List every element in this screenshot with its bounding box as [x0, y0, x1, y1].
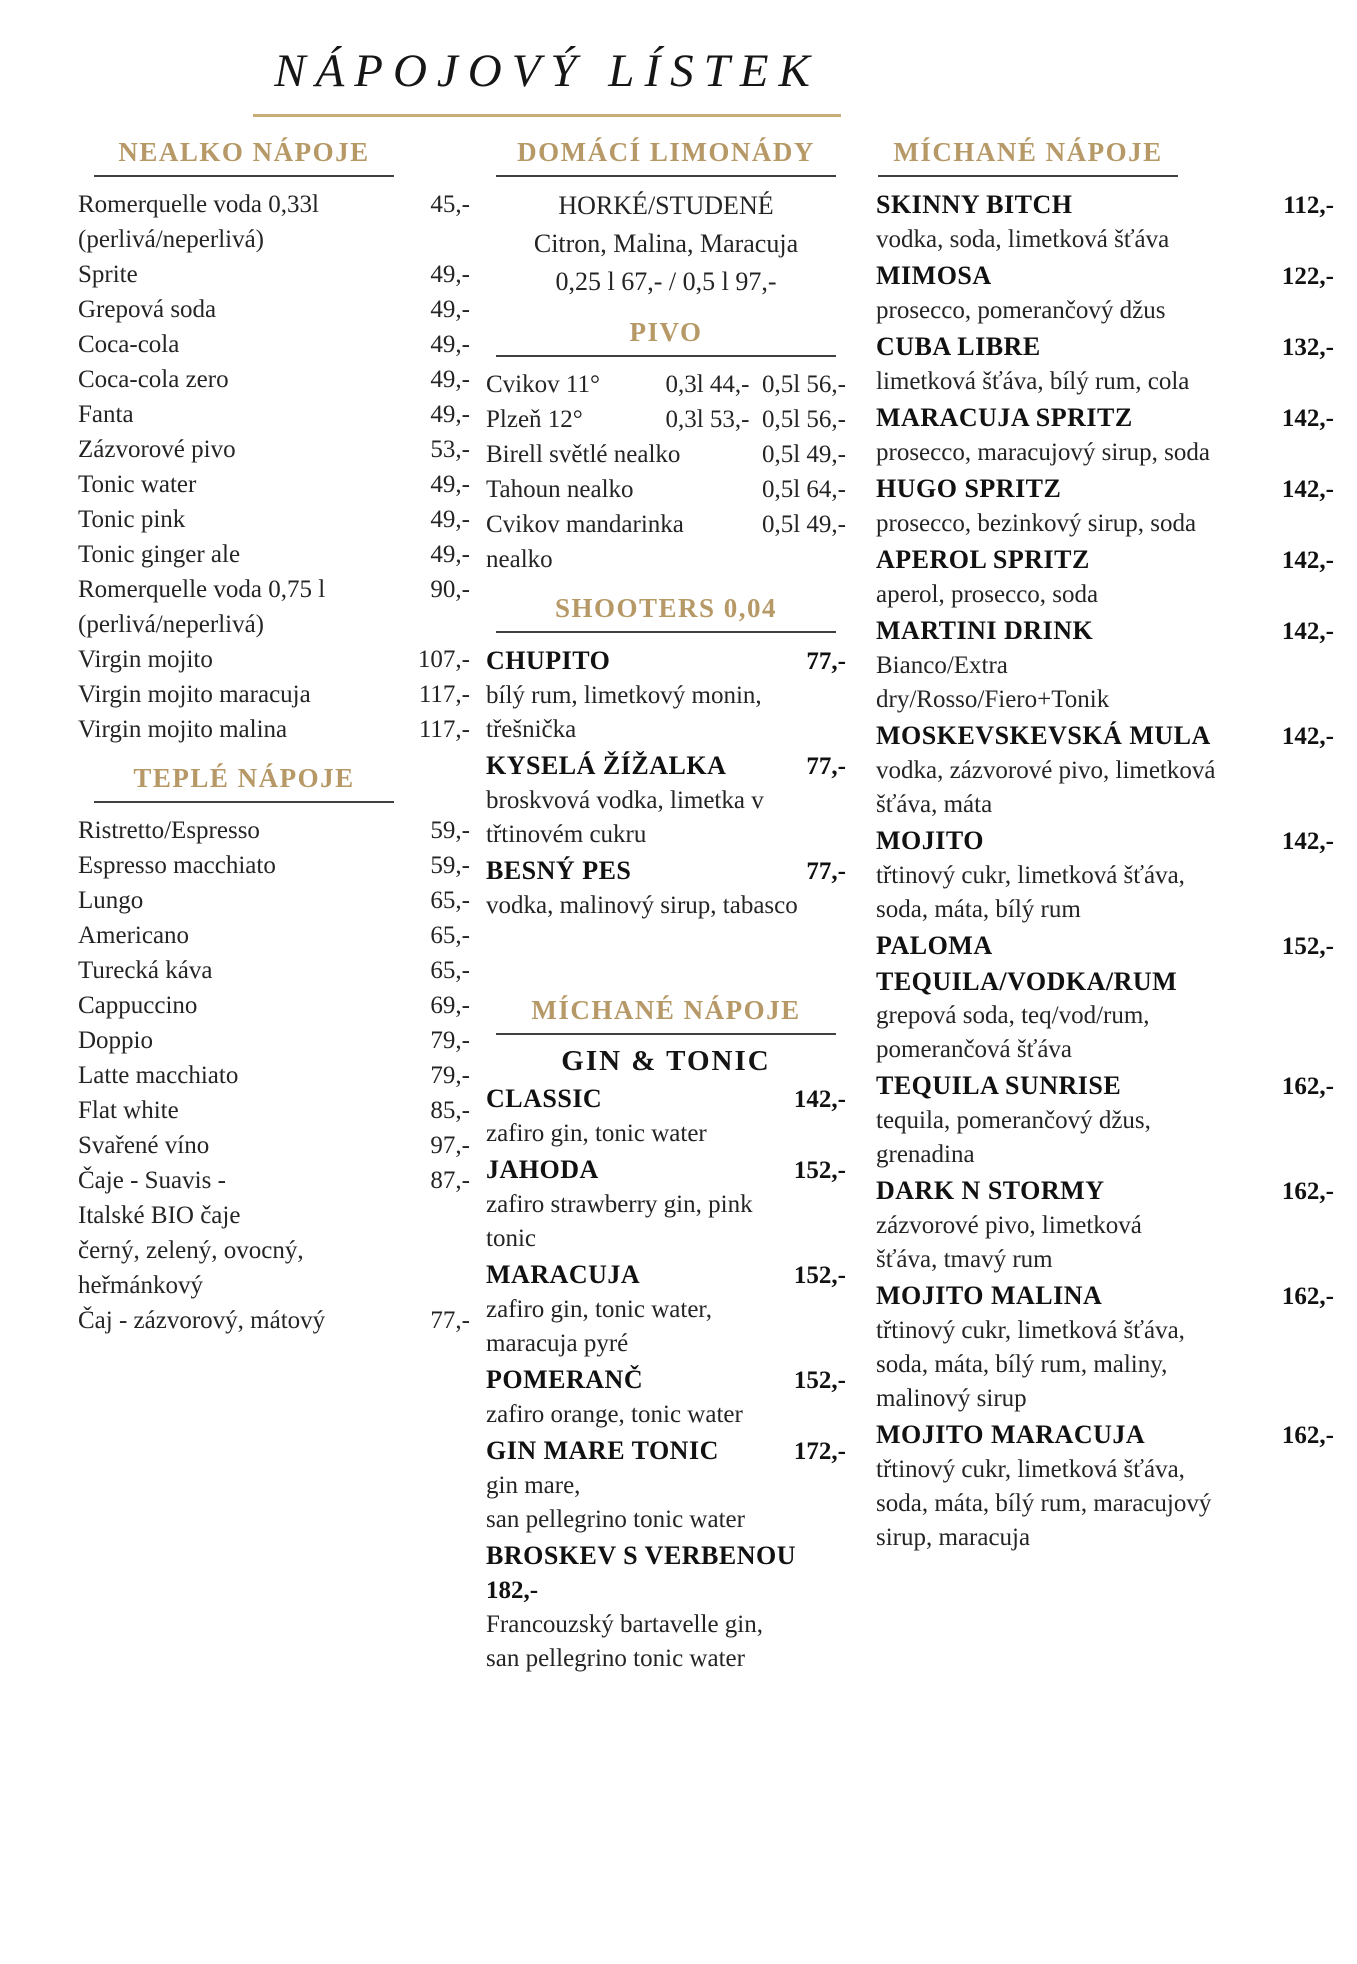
- column-left: [78, 137, 470, 1338]
- menu-item-row: [78, 848, 470, 883]
- item-desc: aperol, prosecco, soda: [876, 581, 1099, 608]
- item-name: Cvikov mandarinka: [486, 511, 684, 538]
- item-desc: malinový sirup: [876, 1385, 1027, 1412]
- menu-item: [486, 1152, 846, 1256]
- item-desc: tonic: [486, 1225, 536, 1252]
- item-name: DARK N STORMY: [876, 1176, 1105, 1205]
- section-line: HORKÉ/STUDENÉ: [558, 191, 774, 220]
- section-title: SHOOTERS 0,04: [496, 593, 836, 633]
- item-name-row: [876, 471, 1334, 507]
- item-name: MOJITO MALINA: [876, 1281, 1103, 1310]
- item-price: 142,-: [1281, 618, 1334, 645]
- item-name-row: [876, 1278, 1334, 1314]
- section-title: MÍCHANÉ NÁPOJE: [496, 995, 836, 1035]
- item-price: 0,3l 53,- 0,5l 56,-: [665, 406, 846, 433]
- item-name-row: [876, 613, 1334, 649]
- item-price: 49,-: [430, 331, 470, 358]
- item-price: 182,-: [486, 1577, 539, 1604]
- item-price: 79,-: [430, 1027, 470, 1054]
- item-price: 117,-: [418, 681, 470, 708]
- menu-item-row: [78, 292, 470, 327]
- item-price: 49,-: [430, 541, 470, 568]
- menu-item: [486, 1362, 846, 1432]
- page-title: NÁPOJOVÝ LÍSTEK: [274, 45, 820, 97]
- item-desc: šťáva, máta: [876, 791, 993, 818]
- item-name-row: [486, 1081, 846, 1117]
- section-title: NEALKO NÁPOJE: [94, 137, 394, 177]
- menu-item-row: [78, 1093, 470, 1128]
- item-name: Virgin mojito: [78, 646, 213, 673]
- menu-item: [876, 928, 1334, 1067]
- menu-item-row: [78, 222, 470, 257]
- menu-item-row: [78, 502, 470, 537]
- menu-item: [486, 643, 846, 747]
- item-desc: broskvová vodka, limetka v: [486, 787, 764, 814]
- menu-item: [876, 187, 1334, 257]
- menu-section: [486, 137, 846, 301]
- item-desc: soda, máta, bílý rum: [876, 896, 1081, 923]
- item-price: 49,-: [430, 471, 470, 498]
- item-name: Svařené víno: [78, 1132, 210, 1159]
- item-price: 49,-: [430, 296, 470, 323]
- item-desc: grenadina: [876, 1141, 975, 1168]
- item-name: Coca-cola: [78, 331, 180, 358]
- item-price: 107,-: [417, 646, 470, 673]
- item-price: 152,-: [793, 1157, 846, 1184]
- item-price: 0,5l 49,-: [761, 441, 846, 468]
- item-name-row: [486, 1538, 846, 1573]
- item-price: 152,-: [793, 1262, 846, 1289]
- item-name: Americano: [78, 922, 190, 949]
- menu-item-row: [78, 1303, 470, 1338]
- item-desc: třtinovém cukru: [486, 821, 647, 848]
- item-desc: soda, máta, bílý rum, maracujový: [876, 1490, 1212, 1517]
- menu-item: [876, 471, 1334, 541]
- menu-section: [486, 995, 846, 1676]
- item-name: (perlivá/neperlivá): [78, 611, 265, 638]
- item-name: Virgin mojito malina: [78, 716, 288, 743]
- item-price: 152,-: [793, 1367, 846, 1394]
- menu-item: [876, 400, 1334, 470]
- item-name: Čaj - zázvorový, mátový: [78, 1307, 326, 1334]
- item-name: APEROL SPRITZ: [876, 545, 1090, 574]
- menu-item: [876, 1417, 1334, 1555]
- menu-item-row: [78, 1198, 470, 1233]
- item-price: 59,-: [430, 852, 470, 879]
- menu-item-row: [78, 537, 470, 572]
- menu-section: [876, 137, 1334, 1555]
- item-name: SKINNY BITCH: [876, 190, 1073, 219]
- menu-section: [78, 137, 470, 747]
- menu-item-row: [78, 607, 470, 642]
- item-name-row: [876, 400, 1334, 436]
- item-desc: vodka, soda, limetková šťáva: [876, 226, 1170, 253]
- menu-item-row: [78, 187, 470, 222]
- item-price: 142,-: [1281, 723, 1334, 750]
- menu-item-row: [78, 712, 470, 747]
- menu-section: [486, 593, 846, 923]
- item-price: 152,-: [1281, 933, 1334, 960]
- item-name: MARACUJA: [486, 1260, 641, 1289]
- menu-item: [486, 1257, 846, 1361]
- menu-item-row: [78, 883, 470, 918]
- section-title: MÍCHANÉ NÁPOJE: [878, 137, 1178, 177]
- item-name-row: [876, 329, 1334, 365]
- item-price: 142,-: [1281, 405, 1334, 432]
- item-name-row: [486, 1362, 846, 1398]
- item-name: Turecká káva: [78, 957, 213, 984]
- item-name: Birell světlé nealko: [486, 441, 681, 468]
- menu-item-row: [486, 367, 846, 402]
- item-name: Grepová soda: [78, 296, 217, 323]
- item-name-row: [876, 1173, 1334, 1209]
- menu-section: [78, 763, 470, 1338]
- item-name: CUBA LIBRE: [876, 332, 1041, 361]
- menu-item-row: [78, 918, 470, 953]
- column-right: [876, 137, 1334, 1556]
- menu-item-row: [78, 1268, 470, 1303]
- item-name: Sprite: [78, 261, 138, 288]
- item-desc: limetková šťáva, bílý rum, cola: [876, 368, 1190, 395]
- drink-menu-page: [0, 44, 1357, 1964]
- item-name: Tahoun nealko: [486, 476, 634, 503]
- menu-item: [876, 1173, 1334, 1277]
- item-desc: san pellegrino tonic water: [486, 1506, 745, 1533]
- item-name-row: [876, 1068, 1334, 1104]
- item-name: Romerquelle voda 0,33l: [78, 191, 319, 218]
- menu-item-row: [78, 572, 470, 607]
- item-desc: pomerančová šťáva: [876, 1036, 1073, 1063]
- item-name: černý, zelený, ovocný,: [78, 1237, 304, 1264]
- item-name: Flat white: [78, 1097, 179, 1124]
- item-desc: Bianco/Extra: [876, 652, 1008, 679]
- section-title: DOMÁCÍ LIMONÁDY: [496, 137, 836, 177]
- item-name: JAHODA: [486, 1155, 599, 1184]
- menu-item: [876, 613, 1334, 717]
- item-name: Doppio: [78, 1027, 153, 1054]
- item-name: MOJITO: [876, 826, 984, 855]
- item-price: 59,-: [430, 817, 470, 844]
- menu-columns: [0, 117, 1357, 1677]
- menu-item-row: [78, 677, 470, 712]
- item-name: MOJITO MARACUJA: [876, 1420, 1146, 1449]
- menu-item-row: [486, 542, 846, 577]
- item-name: (perlivá/neperlivá): [78, 226, 265, 253]
- item-name-row: [486, 1257, 846, 1293]
- menu-item: [486, 1538, 846, 1676]
- item-price: 132,-: [1281, 334, 1334, 361]
- menu-item-row: [486, 402, 846, 437]
- item-name: Coca-cola zero: [78, 366, 229, 393]
- item-name: nealko: [486, 546, 553, 573]
- item-price: 0,5l 64,-: [761, 476, 846, 503]
- item-price: 142,-: [1281, 828, 1334, 855]
- menu-item-row: [78, 988, 470, 1023]
- item-desc: zázvorové pivo, limetková: [876, 1212, 1142, 1239]
- item-price: 142,-: [1281, 476, 1334, 503]
- item-name: HUGO SPRITZ: [876, 474, 1062, 503]
- item-name: Lungo: [78, 887, 144, 914]
- item-name: KYSELÁ ŽÍŽALKA: [486, 751, 727, 780]
- item-price: 53,-: [430, 436, 470, 463]
- menu-item-row: [78, 1058, 470, 1093]
- item-desc: šťáva, tmavý rum: [876, 1246, 1053, 1273]
- menu-item: [876, 718, 1334, 822]
- item-desc: třtinový cukr, limetková šťáva,: [876, 1456, 1185, 1483]
- item-price: 90,-: [430, 576, 470, 603]
- menu-item: [486, 1081, 846, 1151]
- item-name-row: [876, 542, 1334, 578]
- item-desc: zafiro orange, tonic water: [486, 1401, 743, 1428]
- item-price: 77,-: [806, 858, 846, 885]
- item-name: Zázvorové pivo: [78, 436, 236, 463]
- item-desc: gin mare,: [486, 1472, 581, 1499]
- item-name: Latte macchiato: [78, 1062, 239, 1089]
- item-price: 172,-: [793, 1438, 846, 1465]
- item-price: 122,-: [1281, 263, 1334, 290]
- item-name: Espresso macchiato: [78, 852, 276, 879]
- item-desc: třtinový cukr, limetková šťáva,: [876, 1317, 1185, 1344]
- item-desc: bílý rum, limetkový monin,: [486, 682, 762, 709]
- item-price: 162,-: [1281, 1283, 1334, 1310]
- menu-item-row: [78, 432, 470, 467]
- item-price: 87,-: [430, 1167, 470, 1194]
- menu-item-row: [78, 953, 470, 988]
- item-name-row: [876, 928, 1334, 964]
- item-name: Plzeň 12°: [486, 406, 583, 433]
- item-price: 65,-: [430, 957, 470, 984]
- menu-item: [486, 853, 846, 923]
- item-name: POMERANČ: [486, 1365, 644, 1394]
- menu-item: [486, 748, 846, 852]
- menu-item-row: [78, 1233, 470, 1268]
- item-name: MOSKEVSKEVSKÁ MULA: [876, 721, 1211, 750]
- item-price: 142,-: [1281, 547, 1334, 574]
- item-name: Tonic water: [78, 471, 197, 498]
- menu-item-row: [486, 472, 846, 507]
- section-title: TEPLÉ NÁPOJE: [94, 763, 394, 803]
- menu-section: [486, 317, 846, 577]
- item-name-row: [486, 1152, 846, 1188]
- item-desc: tequila, pomerančový džus,: [876, 1107, 1151, 1134]
- item-price: 0,5l 49,-: [761, 511, 846, 538]
- item-price: 0,3l 44,- 0,5l 56,-: [665, 371, 846, 398]
- item-price: 49,-: [430, 401, 470, 428]
- item-name-row: [876, 718, 1334, 754]
- item-price: 117,-: [418, 716, 470, 743]
- item-name: Tonic pink: [78, 506, 186, 533]
- item-price: 162,-: [1281, 1178, 1334, 1205]
- menu-item: [486, 1433, 846, 1537]
- menu-item: [876, 258, 1334, 328]
- menu-item-row: [78, 1128, 470, 1163]
- item-name: CHUPITO: [486, 646, 611, 675]
- item-name: MARACUJA SPRITZ: [876, 403, 1133, 432]
- title-block: [253, 44, 841, 117]
- item-name: GIN MARE TONIC: [486, 1436, 719, 1465]
- menu-item-row: [486, 507, 846, 542]
- item-desc: zafiro gin, tonic water,: [486, 1296, 712, 1323]
- item-name: MIMOSA: [876, 261, 992, 290]
- item-name-row: [486, 748, 846, 784]
- item-name: Italské BIO čaje: [78, 1202, 241, 1229]
- item-price: 77,-: [430, 1307, 470, 1334]
- item-price: 69,-: [430, 992, 470, 1019]
- item-price: 49,-: [430, 261, 470, 288]
- item-desc: vodka, zázvorové pivo, limetková: [876, 757, 1216, 784]
- menu-item-row: [78, 257, 470, 292]
- item-price: 85,-: [430, 1097, 470, 1124]
- item-name: Cappuccino: [78, 992, 198, 1019]
- menu-item-row: [78, 1163, 470, 1198]
- item-name: Fanta: [78, 401, 134, 428]
- menu-item-row: [486, 437, 846, 472]
- item-desc: vodka, malinový sirup, tabasco: [486, 892, 798, 919]
- item-price: 112,-: [1283, 192, 1334, 219]
- item-price: 65,-: [430, 887, 470, 914]
- item-name-row: [876, 823, 1334, 859]
- item-desc: prosecco, bezinkový sirup, soda: [876, 510, 1197, 537]
- item-desc: prosecco, pomerančový džus: [876, 297, 1166, 324]
- menu-item-row: [78, 813, 470, 848]
- item-price: 49,-: [430, 506, 470, 533]
- item-name: MARTINI DRINK: [876, 616, 1094, 645]
- section-subtitle: GIN & TONIC: [561, 1045, 771, 1077]
- item-price: 65,-: [430, 922, 470, 949]
- item-desc: dry/Rosso/Fiero+Tonik: [876, 686, 1110, 713]
- item-desc: prosecco, maracujový sirup, soda: [876, 439, 1210, 466]
- item-price: 97,-: [430, 1132, 470, 1159]
- item-name: heřmánkový: [78, 1272, 203, 1299]
- item-desc: grepová soda, teq/vod/rum,: [876, 1002, 1150, 1029]
- section-title: PIVO: [496, 317, 836, 357]
- item-name: Čaje - Suavis -: [78, 1167, 226, 1194]
- item-name: Virgin mojito maracuja: [78, 681, 311, 708]
- item-desc: Francouzský bartavelle gin,: [486, 1611, 763, 1638]
- item-name: PALOMA: [876, 931, 993, 960]
- item-name-secondary: TEQUILA/VODKA/RUM: [876, 967, 1178, 996]
- menu-item-row: [78, 1023, 470, 1058]
- item-name: Cvikov 11°: [486, 371, 600, 398]
- item-name-row: [486, 643, 846, 679]
- item-desc: maracuja pyré: [486, 1330, 629, 1357]
- item-name: Ristretto/Espresso: [78, 817, 260, 844]
- item-price: 77,-: [806, 753, 846, 780]
- column-middle: [486, 137, 846, 1677]
- section-line: 0,25 l 67,- / 0,5 l 97,-: [555, 267, 777, 296]
- item-name: BESNÝ PES: [486, 856, 632, 885]
- item-price: 49,-: [430, 366, 470, 393]
- section-line: Citron, Malina, Maracuja: [533, 229, 799, 258]
- item-name-row: [876, 1417, 1334, 1453]
- item-desc: třtinový cukr, limetková šťáva,: [876, 862, 1185, 889]
- item-name: Romerquelle voda 0,75 l: [78, 576, 326, 603]
- menu-item-row: [78, 467, 470, 502]
- item-name-row: [486, 1433, 846, 1469]
- item-name: Tonic ginger ale: [78, 541, 241, 568]
- menu-item: [876, 1068, 1334, 1172]
- item-desc: soda, máta, bílý rum, maliny,: [876, 1351, 1168, 1378]
- item-desc: zafiro strawberry gin, pink: [486, 1191, 753, 1218]
- menu-item-row: [78, 397, 470, 432]
- item-desc: zafiro gin, tonic water: [486, 1120, 707, 1147]
- item-name-row: [876, 258, 1334, 294]
- item-price: 142,-: [793, 1086, 846, 1113]
- item-name-row: [876, 187, 1334, 223]
- item-price: 45,-: [430, 191, 470, 218]
- item-name: CLASSIC: [486, 1084, 603, 1113]
- item-price: 79,-: [430, 1062, 470, 1089]
- menu-item: [876, 823, 1334, 927]
- menu-item-row: [78, 362, 470, 397]
- menu-item-row: [78, 327, 470, 362]
- menu-item: [876, 1278, 1334, 1416]
- item-name: BROSKEV S VERBENOU: [486, 1541, 797, 1570]
- item-desc: san pellegrino tonic water: [486, 1645, 745, 1672]
- item-price: 77,-: [806, 648, 846, 675]
- item-name-row: [486, 853, 846, 889]
- item-price: 162,-: [1281, 1073, 1334, 1100]
- item-desc: sirup, maracuja: [876, 1524, 1031, 1551]
- item-desc: třešnička: [486, 716, 577, 743]
- item-price: 162,-: [1281, 1422, 1334, 1449]
- menu-item-row: [78, 642, 470, 677]
- menu-item: [876, 329, 1334, 399]
- menu-item: [876, 542, 1334, 612]
- item-name: TEQUILA SUNRISE: [876, 1071, 1122, 1100]
